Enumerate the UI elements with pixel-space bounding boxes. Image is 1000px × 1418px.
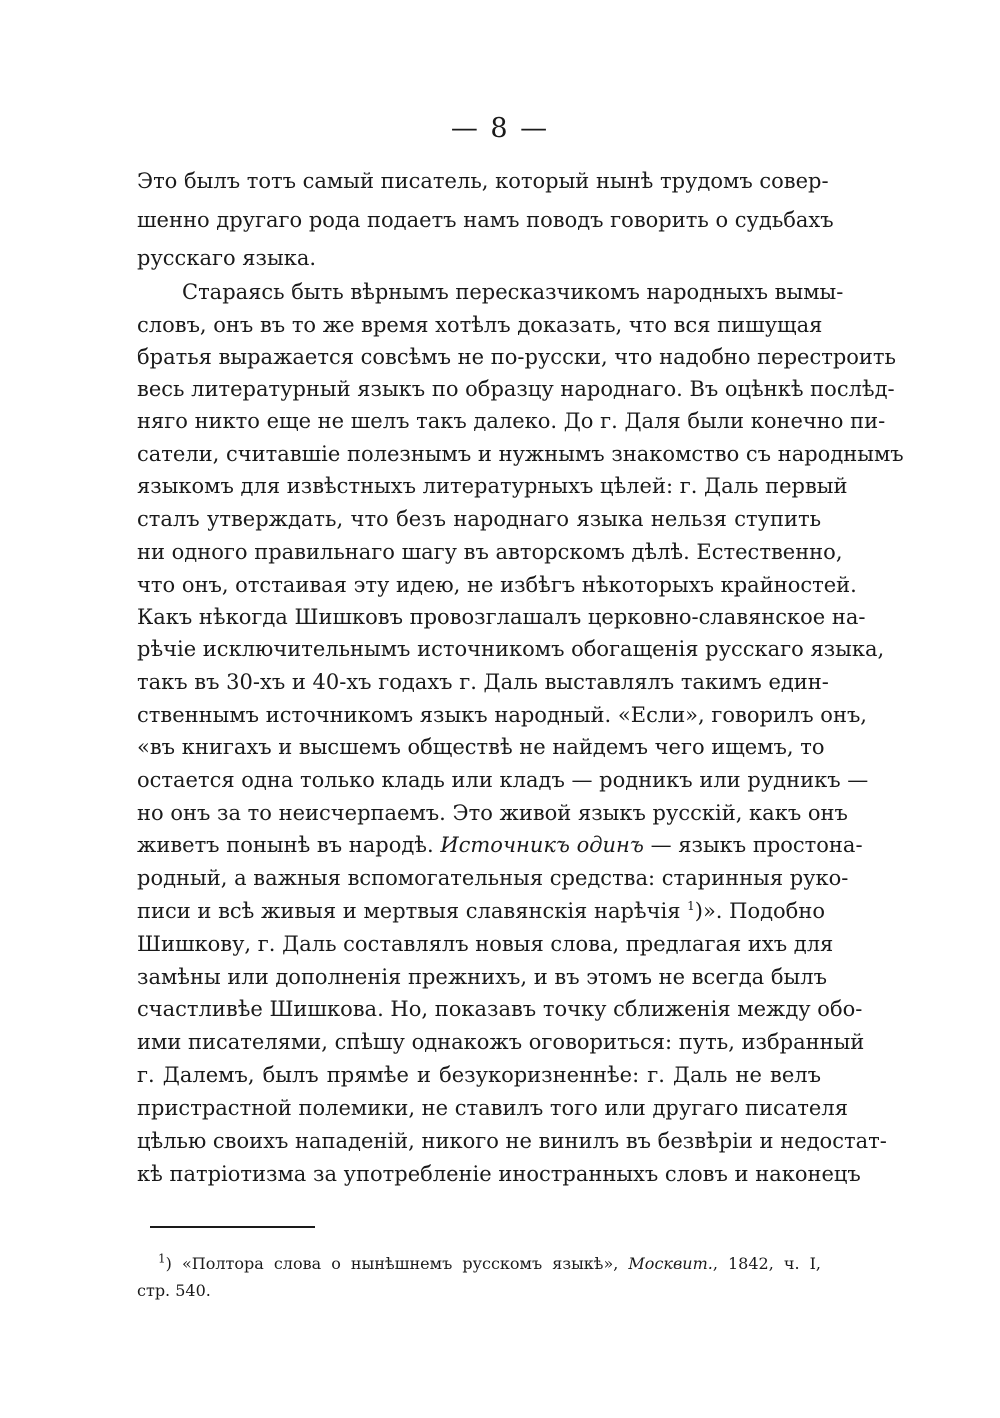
footnote: $^1$) «Полтора слова о нынѣшнемъ русскомъ языкѣ», Москвит., 1842, ч. I, <box>158 1251 822 1273</box>
footnote-line: стр. 540. <box>137 1281 211 1300</box>
text-line: Это былъ тотъ самый писатель, который нынѣ трудомъ совер- <box>137 169 829 193</box>
text-line: русскаго языка. <box>137 246 317 270</box>
text-line: «въ книгахъ и высшемъ обществѣ не найдемъ чего ищемъ, то <box>137 735 825 759</box>
text-line: языкомъ для извѣстныхъ литературныхъ цѣлей: г. Даль первый <box>137 474 848 498</box>
footnote-divider <box>150 1226 315 1228</box>
text-line: такъ въ 30-хъ и 40-хъ годахъ г. Даль выставлялъ такимъ един- <box>137 670 829 694</box>
text-line: счастливѣе Шишкова. Но, показавъ точку сближенія между обо- <box>137 997 863 1021</box>
footnote-ref: 1 <box>687 899 695 913</box>
text-line: Шишкову, г. Даль составлялъ новыя слова, предлагая ихъ для <box>137 932 834 956</box>
text-line: ственнымъ источникомъ языкъ народный. «Если», говорилъ онъ, <box>137 703 867 727</box>
text-line: кѣ патріотизма за употребленіе иностранныхъ словъ и наконецъ <box>137 1162 861 1186</box>
text-line: сталъ утверждать, что безъ народнаго языка нельзя ступить <box>137 507 821 531</box>
emphasis-text: Источникъ одинъ <box>440 833 644 857</box>
text-line: Какъ нѣкогда Шишковъ провозглашалъ церковно-славянское на- <box>137 605 866 629</box>
text-line: рѣчіе исключительнымъ источникомъ обогащенія русскаго языка, <box>137 637 885 661</box>
text-line: Стараясь быть вѣрнымъ пересказчикомъ народныхъ вымы- <box>182 280 844 304</box>
text-line: словъ, онъ въ то же время хотѣлъ доказать, что вся пишущая <box>137 313 823 337</box>
text-line: цѣлью своихъ нападеній, никого не винилъ въ безвѣріи и недостат- <box>137 1129 887 1153</box>
text-line: замѣны или дополненія прежнихъ, и въ этомъ не всегда былъ <box>137 965 827 989</box>
text-line: братья выражается совсѣмъ не по-русски, что надобно перестроить <box>137 345 896 369</box>
text-line: шенно другаго рода подаетъ намъ поводъ говорить о судьбахъ <box>137 208 834 232</box>
footnote-source: Москвит. <box>628 1254 713 1273</box>
text-line: сатели, считавшіе полезнымъ и нужнымъ знакомство съ народнымъ <box>137 442 904 466</box>
text-line: ни одного правильнаго шагу въ авторскомъ дѣлѣ. Естественно, <box>137 540 843 564</box>
text-line: весь литературный языкъ по образцу народнаго. Въ оцѣнкѣ послѣд- <box>137 377 895 401</box>
text-line: живетъ понынѣ въ народѣ. Источникъ одинъ — языкъ простона- <box>137 833 863 857</box>
text-line: родный, а важныя вспомогательныя средства: старинныя руко- <box>137 866 849 890</box>
text-line: няго никто еще не шелъ такъ далеко. До г. Даля были конечно пи- <box>137 409 886 433</box>
text-line: но онъ за то неисчерпаемъ. Это живой языкъ русскій, какъ онъ <box>137 801 848 825</box>
page-number: — 8 — <box>450 113 550 144</box>
text-line: пристрастной полемики, не ставилъ того или другаго писателя <box>137 1096 848 1120</box>
text-line: писи и всѣ живыя и мертвыя славянскія нарѣчія $^1$)». Подобно <box>137 899 825 923</box>
text-line: что онъ, отстаивая эту идею, не избѣгъ нѣкоторыхъ крайностей. <box>137 573 857 597</box>
text-line: остается одна только кладь или кладъ — родникъ или рудникъ — <box>137 768 869 792</box>
text-line: г. Далемъ, былъ прямѣе и безукоризненнѣе: г. Даль не велъ <box>137 1063 821 1087</box>
text-line: ими писателями, спѣшу однакожъ оговориться: путь, избранный <box>137 1030 865 1054</box>
